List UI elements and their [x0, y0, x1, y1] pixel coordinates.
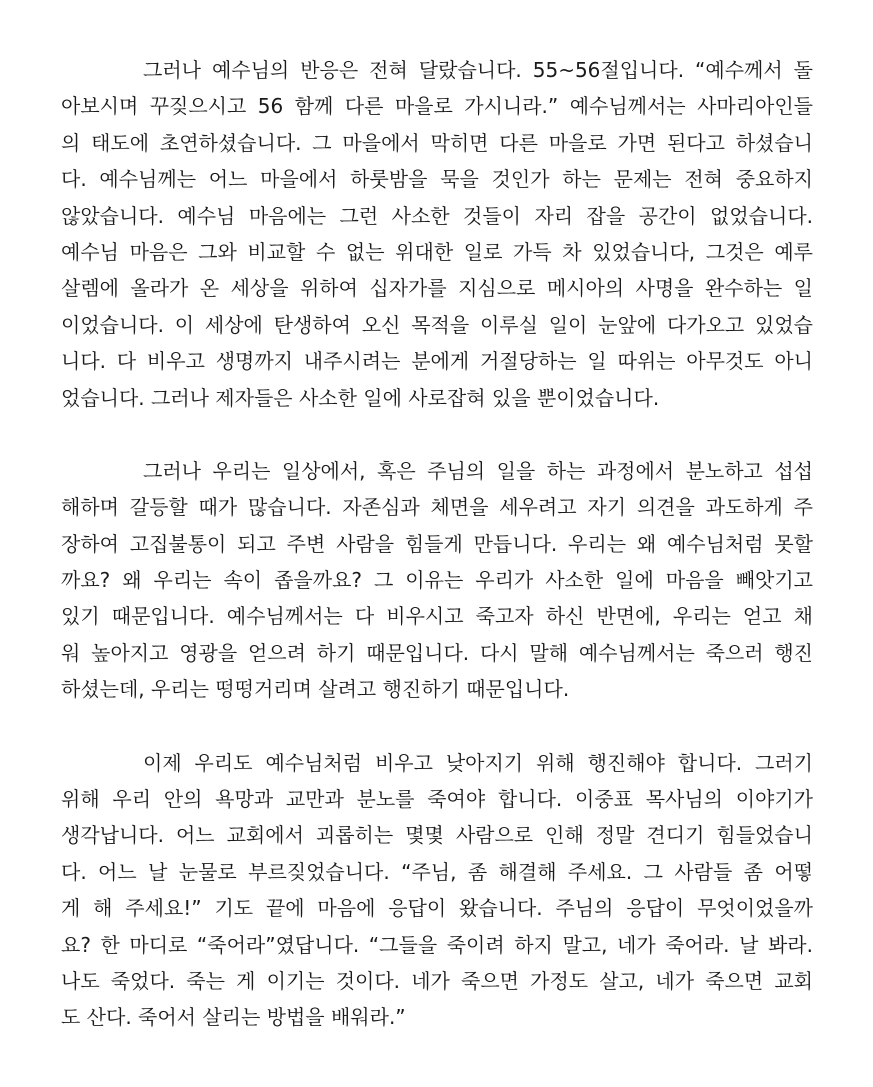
- text-line: 게 해 주세요!” 기도 끝에 마음에 응답이 왔습니다. 주님의 응답이 무엇이었을까: [61, 896, 813, 921]
- text-line: 생각납니다. 어느 교회에서 괴롭히는 몇몇 사람으로 인해 정말 견디기 힘들었습니: [61, 823, 813, 848]
- text-line: 않았습니다. 예수님 마음에는 그런 사소한 것들이 자리 잡을 공간이 없었습니다.: [61, 203, 813, 228]
- text-line: 하셨는데, 우리는 떵떵거리며 살려고 행진하기 때문입니다.: [61, 677, 570, 702]
- text-line: 아보시며 꾸짖으시고 56 함께 다른 마을로 가시니라.” 예수님께서는 사마리아인들: [61, 94, 813, 119]
- paragraph-3: [61, 745, 813, 1036]
- text-line: 이제 우리도 예수님처럼 비우고 낮아지기 위해 행진해야 합니다. 그러기: [143, 750, 813, 775]
- paragraph-1: [61, 52, 813, 416]
- text-line: 나도 죽었다. 죽는 게 이기는 것이다. 네가 죽으면 가정도 살고, 네가 죽으면 교회: [61, 968, 813, 993]
- text-line: 까요? 왜 우리는 속이 좁을까요? 그 이유는 우리가 사소한 일에 마음을 빼앗기고: [61, 568, 813, 593]
- text-line: 워 높아지고 영광을 얻으려 하기 때문입니다. 다시 말해 예수님께서는 죽으러 행진: [61, 640, 813, 665]
- text-line: 예수님 마음은 그와 비교할 수 없는 위대한 일로 가득 차 있었습니다, 그것은 예루: [61, 239, 813, 264]
- text-line: 이었습니다. 이 세상에 탄생하여 오신 목적을 이루실 일이 눈앞에 다가오고 있었습: [61, 312, 813, 337]
- text-line: 위해 우리 안의 욕망과 교만과 분노를 죽여야 합니다. 이중표 목사님의 이야기가: [61, 787, 813, 812]
- text-line: 다. 어느 날 눈물로 부르짖었습니다. “주님, 좀 해결해 주세요. 그 사람들 좀 어떻: [61, 859, 813, 884]
- text-line: 니다. 다 비우고 생명까지 내주시려는 분에게 거절당하는 일 따위는 아무것도 아니: [61, 349, 813, 374]
- paragraph-2: [61, 453, 813, 708]
- text-line: 다. 예수님께는 어느 마을에서 하룻밤을 묵을 것인가 하는 문제는 전혀 중요하지: [61, 167, 813, 192]
- document-page: [61, 52, 813, 1036]
- text-line: 있기 때문입니다. 예수님께서는 다 비우시고 죽고자 하신 반면에, 우리는 얻고 채: [61, 604, 813, 629]
- paragraph-gap: [61, 708, 813, 745]
- paragraph-gap: [61, 416, 813, 453]
- text-line: 살렘에 올라가 온 세상을 위하여 십자가를 지심으로 메시아의 사명을 완수하는 일: [61, 276, 813, 301]
- text-line: 었습니다. 그러나 제자들은 사소한 일에 사로잡혀 있을 뿐이었습니다.: [61, 385, 660, 410]
- text-line: 해하며 갈등할 때가 많습니다. 자존심과 체면을 세우려고 자기 의견을 과도하게 주: [61, 495, 813, 520]
- text-line: 그러나 우리는 일상에서, 혹은 주님의 일을 하는 과정에서 분노하고 섭섭: [143, 458, 813, 483]
- text-line: 도 산다. 죽어서 살리는 방법을 배워라.”: [61, 1005, 406, 1030]
- text-line: 요? 한 마디로 “죽어라”였답니다. “그들을 죽이려 하지 말고, 네가 죽어라. 날 봐라.: [61, 932, 813, 957]
- text-line: 그러나 예수님의 반응은 전혀 달랐습니다. 55~56절입니다. “예수께서 돌: [143, 58, 813, 82]
- text-line: 장하여 고집불통이 되고 주변 사람을 힘들게 만듭니다. 우리는 왜 예수님처럼 못할: [61, 531, 813, 556]
- text-line: 의 태도에 초연하셨습니다. 그 마을에서 막히면 다른 마을로 가면 된다고 하셨습니: [61, 130, 813, 155]
